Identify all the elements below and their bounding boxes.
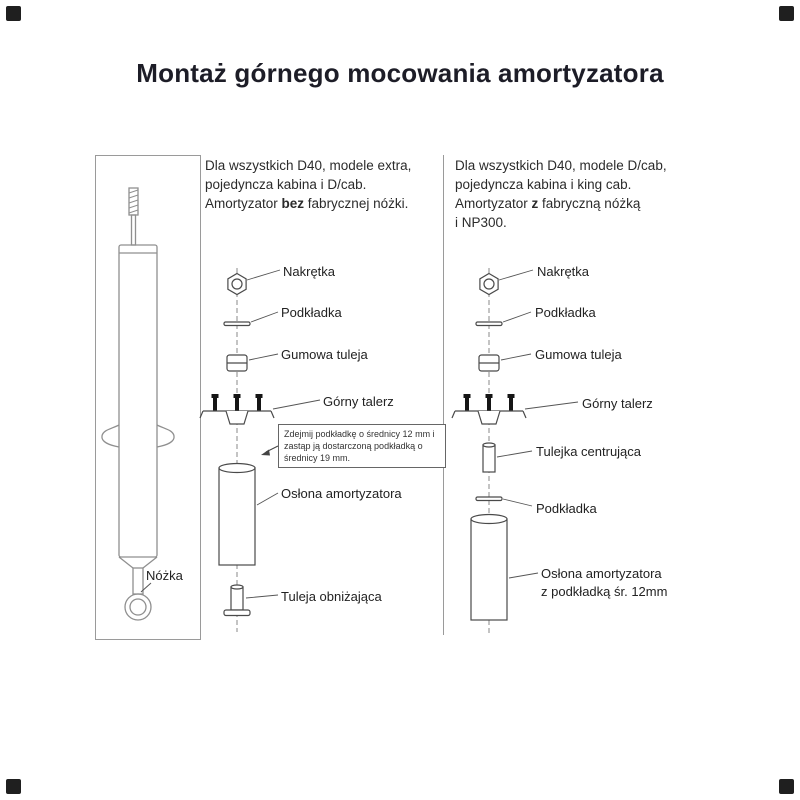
lowering-sleeve-drawing — [231, 587, 243, 610]
nut-drawing — [228, 274, 246, 295]
shock-cover-top — [471, 515, 507, 524]
lower-washer-drawing — [476, 497, 502, 501]
washer-drawing — [476, 322, 502, 326]
header-line — [455, 195, 785, 214]
label-gumowa-tuleja-middle: Gumowa tuleja — [281, 347, 368, 362]
corner-mark — [6, 779, 21, 794]
rubber-bushing-drawing — [479, 355, 499, 371]
centering-sleeve-drawing — [483, 445, 495, 472]
label-oslona-right-line1: Osłona amortyzatora — [541, 566, 662, 581]
plate-drawing — [200, 411, 274, 418]
label-oslona-middle: Osłona amortyzatora — [281, 486, 402, 501]
label-gorny-talerz-right: Górny talerz — [582, 396, 653, 411]
note-arrow-head — [261, 450, 270, 456]
header-text: Amortyzator — [205, 195, 282, 211]
middle-column-header — [205, 157, 440, 214]
plate-hub — [478, 411, 500, 424]
nut-drawing — [480, 274, 498, 295]
header-line: Dla wszystkich D40, modele extra, — [205, 158, 412, 173]
label-gorny-talerz-middle: Górny talerz — [323, 394, 394, 409]
label-oslona-right — [541, 565, 667, 600]
nut-hole — [232, 279, 242, 289]
header-line: pojedyncza kabina i D/cab. — [205, 176, 367, 192]
plate-studs — [212, 394, 263, 411]
plate-studs — [464, 394, 515, 411]
washer-drawing — [224, 322, 250, 326]
label-podkladka-gorna-right: Podkładka — [535, 305, 596, 320]
header-bold-word: z — [531, 195, 539, 211]
nut-hole — [484, 279, 494, 289]
corner-mark — [6, 6, 21, 21]
label-tulejka-centrujaca: Tulejka centrująca — [536, 444, 642, 459]
lowering-sleeve-top — [231, 585, 243, 589]
header-bold-word: bez — [281, 195, 305, 211]
header-text: Amortyzator — [455, 195, 532, 211]
header-line: i NP300. — [455, 214, 507, 230]
header-text: fabrycznej nóżki. — [304, 195, 409, 211]
label-gumowa-tuleja-right: Gumowa tuleja — [535, 347, 622, 362]
header-line: Dla wszystkich D40, modele D/cab, — [455, 158, 667, 173]
shock-cover-drawing — [219, 468, 255, 565]
label-tuleja-obnizajaca: Tuleja obniżająca — [281, 589, 382, 604]
rubber-bushing-drawing — [227, 355, 247, 371]
note-box: Zdejmij podkładkę o średnicy 12 mm i zastąp ją dostarczoną podkładką o średnicy 19 mm. — [278, 424, 446, 468]
lowering-sleeve-flange — [224, 610, 250, 616]
shock-cover-top — [219, 464, 255, 473]
page-title: Montaż górnego mocowania amortyzatora — [136, 58, 664, 88]
label-podkladka-middle: Podkładka — [281, 305, 342, 320]
column-divider — [443, 155, 444, 635]
shock-cover-drawing — [471, 519, 507, 620]
header-text: fabryczną nóżką — [538, 195, 641, 211]
label-nakretka-middle: Nakrętka — [283, 264, 336, 279]
label-nozka: Nóżka — [146, 568, 183, 583]
header-line: pojedyncza kabina i king cab. — [455, 176, 632, 192]
label-podkladka-dolna-right: Podkładka — [536, 501, 597, 516]
note-arrow-line — [266, 446, 278, 452]
centering-sleeve-top — [483, 443, 495, 447]
corner-mark — [779, 6, 794, 21]
label-oslona-right-line2: z podkładką śr. 12mm — [541, 583, 668, 599]
plate-drawing — [452, 411, 526, 418]
label-nakretka-right: Nakrętka — [537, 264, 590, 279]
corner-mark — [779, 779, 794, 794]
right-column-header — [455, 157, 785, 233]
header-line — [205, 195, 440, 214]
plate-hub — [226, 411, 248, 424]
